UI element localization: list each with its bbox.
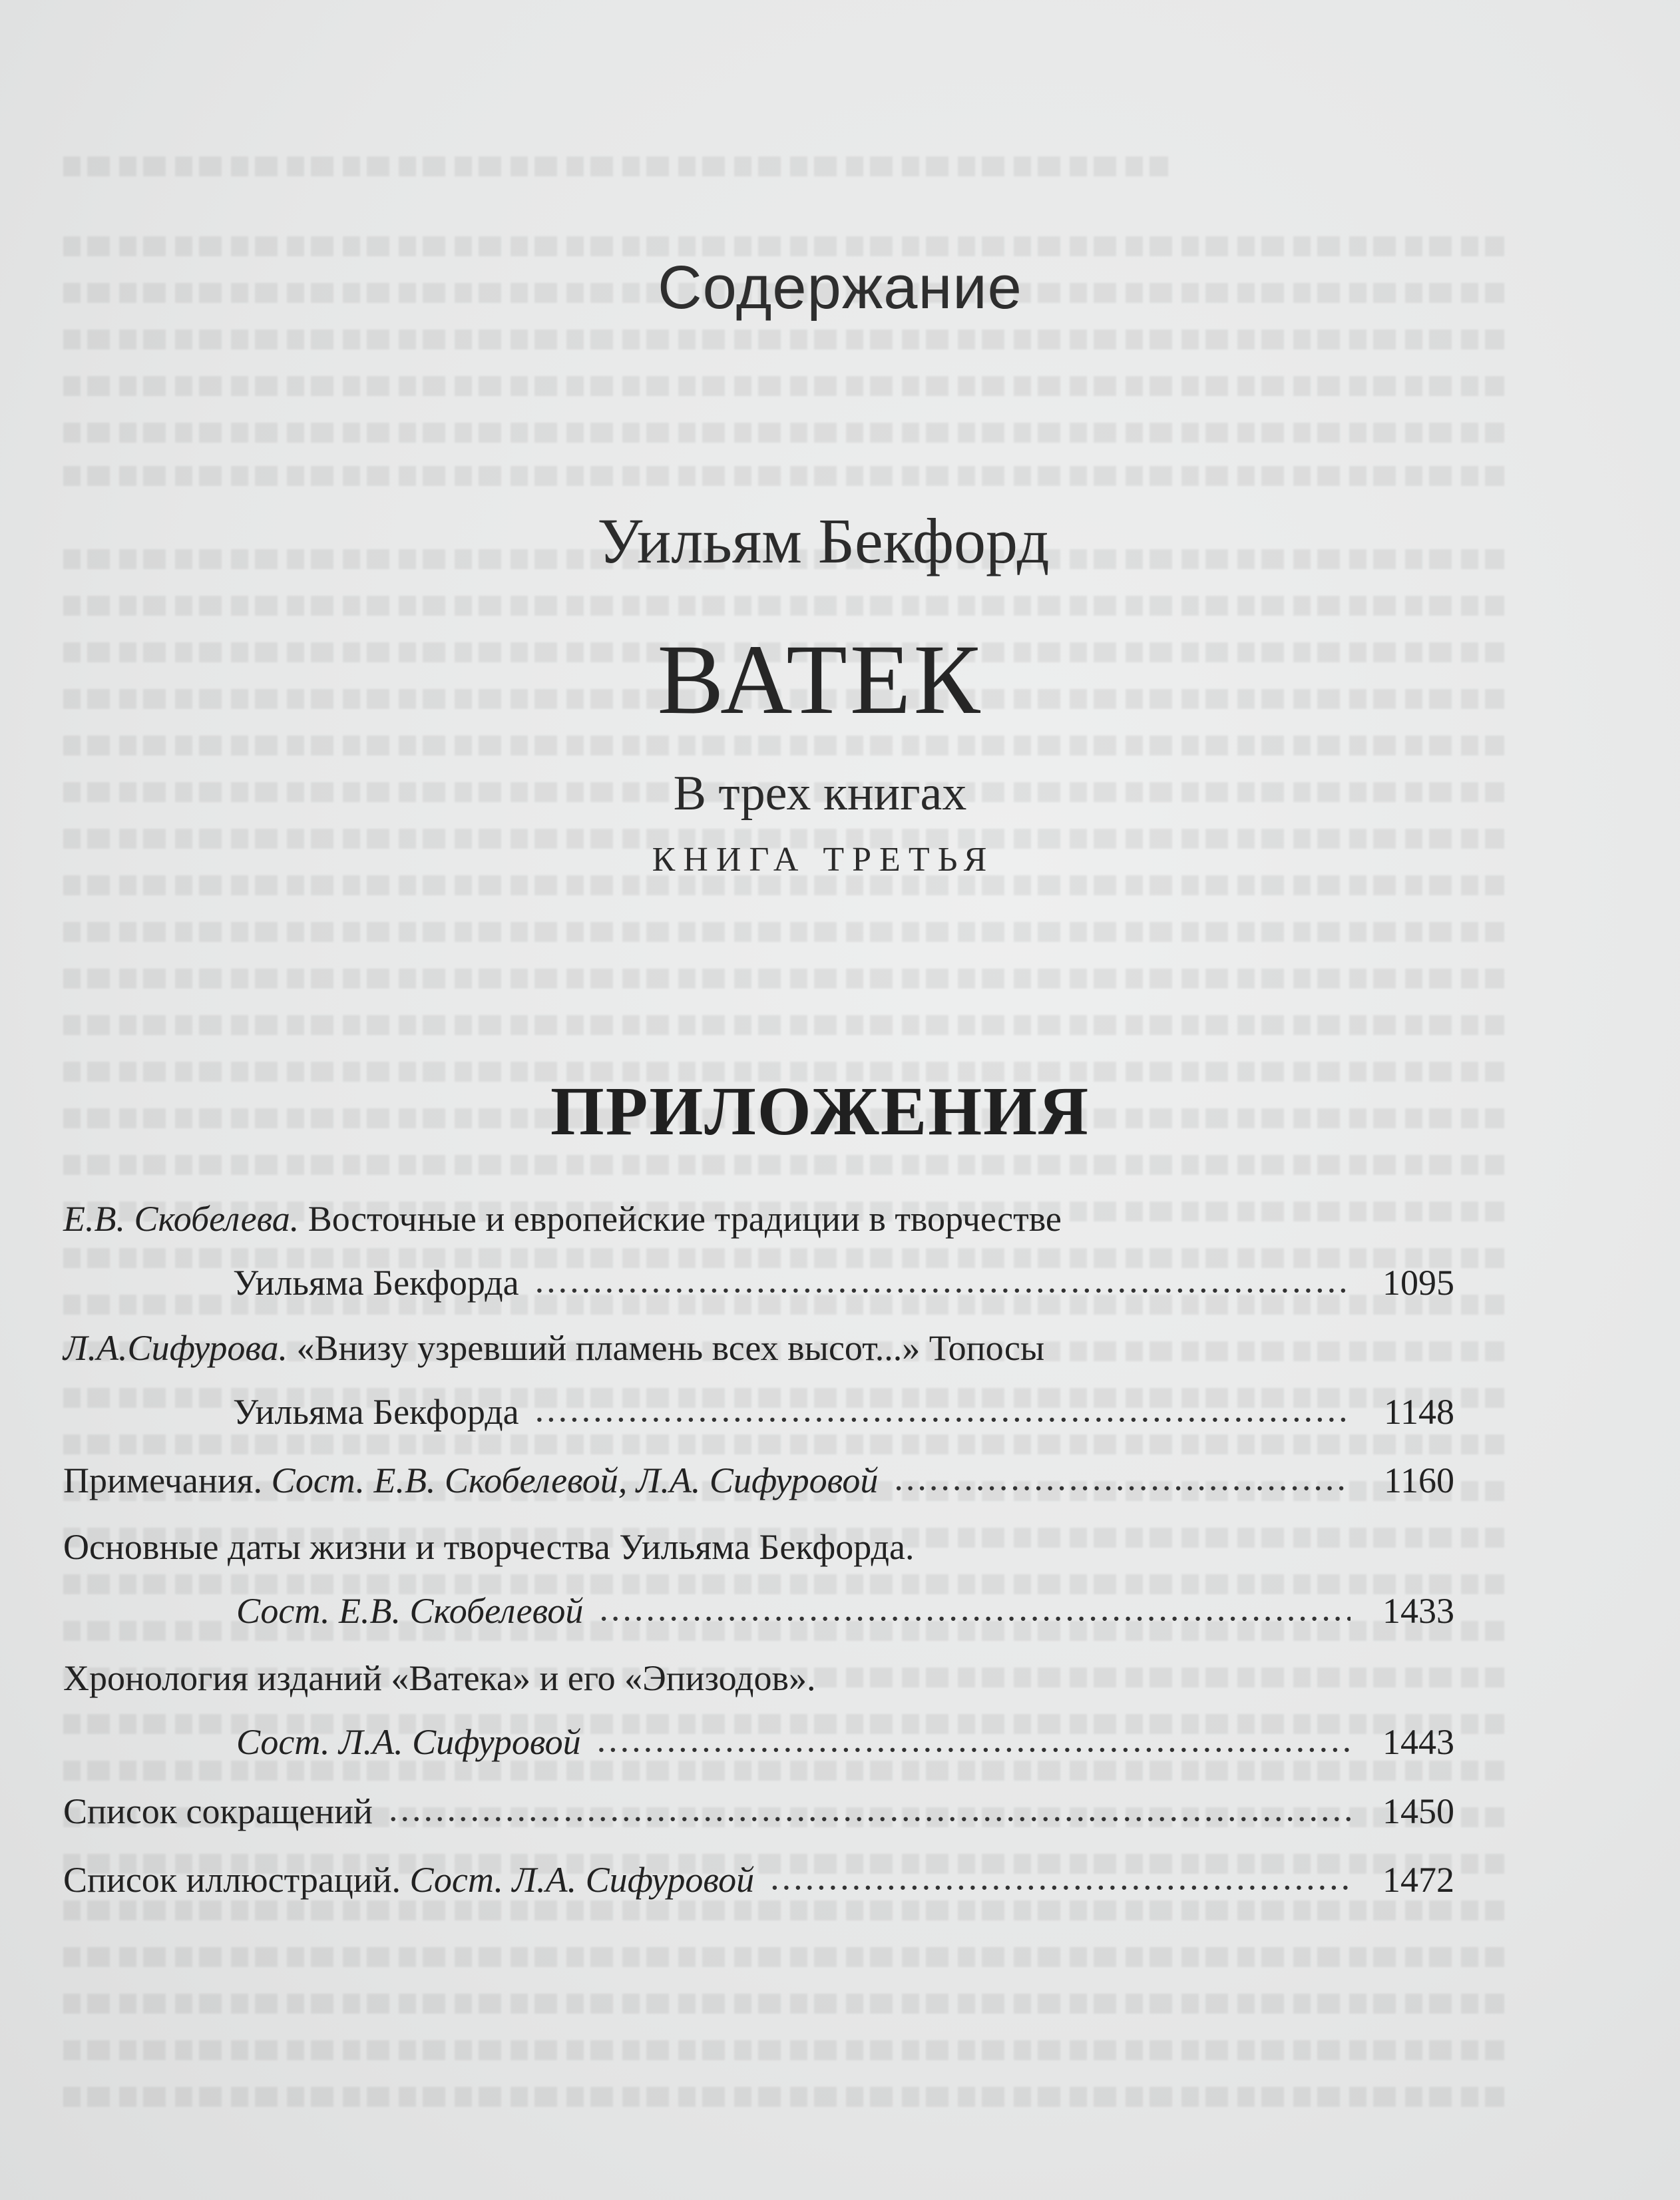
page-number: 1095 — [1382, 1263, 1454, 1303]
appendix-heading: ПРИЛОЖЕНИЯ — [550, 1073, 1090, 1150]
dot-leader — [599, 1588, 1351, 1629]
entry-author: Е.В. Скобелева. — [63, 1199, 300, 1239]
dot-leader — [894, 1457, 1351, 1498]
page-number: 1433 — [1382, 1591, 1454, 1631]
dot-leader — [770, 1857, 1351, 1898]
dot-leader — [535, 1389, 1351, 1430]
dot-leader — [597, 1719, 1351, 1760]
author-name: Уильям Бекфорд — [597, 505, 1050, 576]
page-number: 1160 — [1384, 1460, 1454, 1500]
entry-compilers: Сост. Л.А. Сифуровой — [236, 1722, 581, 1762]
work-title: ВАТЕК — [657, 624, 983, 735]
work-subtitle: В трех книгах — [673, 766, 967, 821]
page-number: 1148 — [1384, 1392, 1454, 1432]
page-number: 1443 — [1382, 1722, 1454, 1762]
entry-title-continued: Уильяма Бекфорда — [233, 1392, 519, 1432]
page-title: Содержание — [658, 254, 1022, 322]
entry-title: Основные даты жизни и творчества Уильяма Бекфорда. — [63, 1527, 915, 1567]
dot-leader — [535, 1259, 1351, 1301]
entry-title: Список иллюстраций. — [63, 1860, 401, 1900]
entry-compilers: Сост. Е.В. Скобелевой, Л.А. Сифуровой — [271, 1460, 879, 1500]
entry-compilers: Сост. Е.В. Скобелевой — [236, 1591, 584, 1631]
book-number: КНИГА ТРЕТЬЯ — [652, 841, 995, 879]
page-number: 1472 — [1382, 1860, 1454, 1900]
entry-title: Примечания. — [63, 1460, 262, 1500]
entry-title-continued: Уильяма Бекфорда — [233, 1263, 519, 1303]
dot-leader — [389, 1788, 1351, 1829]
entry-compilers: Сост. Л.А. Сифуровой — [409, 1860, 755, 1900]
entry-title: Хронология изданий «Ватека» и его «Эпизодов». — [63, 1658, 816, 1698]
entry-title: Список сокращений — [63, 1791, 373, 1831]
page-number: 1450 — [1382, 1791, 1454, 1831]
entry-title: Восточные и европейские традиции в творчестве — [308, 1199, 1062, 1239]
entry-title: «Внизу узревший пламень всех высот...» Топосы — [296, 1328, 1045, 1368]
entry-author: Л.А.Сифурова. — [63, 1328, 288, 1368]
